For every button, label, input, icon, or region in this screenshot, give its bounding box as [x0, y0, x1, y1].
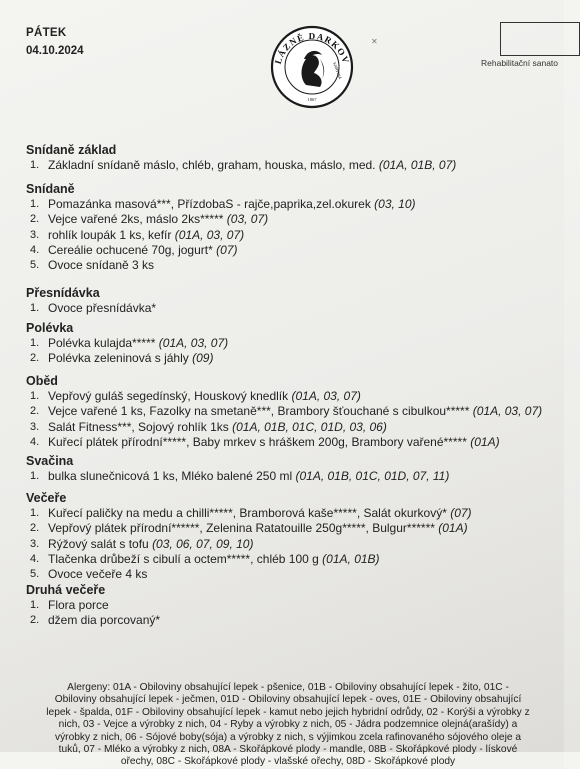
item-number: 5.	[30, 568, 40, 581]
item-text: Základní snídaně máslo, chléb, graham, houska, máslo, med.	[48, 158, 376, 172]
item-allergens: (01A, 01B, 01C, 01D, 07, 11)	[295, 469, 450, 483]
item-allergens: (01A, 03, 07)	[158, 336, 229, 350]
item-text: Rýžový salát s tofu	[48, 536, 149, 551]
item-number: 3.	[30, 420, 40, 433]
item-text: Ovoce přesnídávka*	[48, 301, 157, 315]
item-text: rohlík loupák 1 ks, kefír	[48, 227, 172, 242]
item-number: 3.	[30, 537, 40, 550]
menu-item	[26, 197, 561, 212]
item-number: 1.	[30, 390, 40, 402]
menu-item	[26, 567, 561, 582]
section-title: Snídaně	[26, 182, 75, 196]
allergen-line: Obiloviny obsahující lepek - ječmen, 01D - Obiloviny obsahující lepek - oves, 01E - Obiloviny obsahující	[54, 694, 522, 706]
item-number: 1.	[30, 159, 40, 171]
menu-item	[26, 435, 561, 450]
menu-section	[26, 490, 561, 582]
menu-item	[26, 243, 561, 258]
item-number: 1.	[30, 302, 40, 314]
item-number: 1.	[30, 599, 40, 611]
item-allergens: (01A, 01B, 01C, 01D, 03, 06)	[232, 419, 387, 434]
item-allergens: (01A, 03, 07)	[291, 389, 361, 403]
menu-item	[26, 404, 561, 419]
item-text: Flora porce	[48, 598, 109, 612]
item-text: Ovoce snídaně 3 ks	[48, 258, 155, 273]
section-title: Snídaně základ	[26, 143, 117, 157]
menu-items	[26, 506, 561, 582]
section-title: Polévka	[26, 321, 74, 335]
menu-item	[26, 301, 561, 316]
item-text: Salát Fitness***, Sojový rohlík 1ks	[48, 419, 229, 434]
item-text: Vepřový guláš segedínský, Houskový knedlík	[48, 389, 289, 403]
day-label: PÁTEK	[26, 27, 67, 39]
item-allergens: (01A, 01B, 07)	[378, 158, 457, 172]
allergen-line: ořechy, 08C - Skořápkové plody - vlašské ořechy, 08D - Skořápkové plody	[120, 756, 456, 768]
menu-item	[26, 613, 561, 628]
item-allergens: (07)	[216, 242, 238, 257]
menu-items	[26, 336, 561, 367]
section-title: Svačina	[26, 454, 74, 468]
sanatorium-label: Rehabilitační sanato	[481, 58, 559, 68]
menu-item	[26, 469, 561, 484]
item-number: 2.	[30, 213, 40, 226]
spa-logo	[270, 23, 354, 113]
menu-item	[26, 420, 561, 435]
allergen-line: lepek - špalda, 01F - Obiloviny obsahující lepek - kamut nebo jejich hybridní odrůdy, 02 - Korýši a výrobky z	[46, 706, 530, 718]
mark-icon: ✕	[371, 37, 378, 46]
item-number: 1.	[30, 507, 40, 519]
menu-items	[26, 158, 561, 173]
item-number: 4.	[30, 552, 40, 565]
date-label: 04.10.2024	[26, 45, 84, 57]
menu-items	[26, 301, 561, 316]
item-allergens: (07)	[450, 506, 472, 520]
item-number: 2.	[30, 352, 40, 365]
menu-item	[26, 506, 561, 521]
menu-items	[26, 469, 561, 484]
menu-items	[26, 598, 561, 629]
item-text: Vejce vařené 2ks, máslo 2ks*****	[48, 212, 224, 227]
item-number: 4.	[30, 435, 40, 448]
menu-items	[26, 389, 561, 450]
logo-brand-text: LÁZNĚ DARKOV	[272, 30, 352, 66]
allergen-line: Alergeny: 01A - Obiloviny obsahující lepek - pšenice, 01B - Obiloviny obsahující lepek - žito, 01C -	[67, 682, 509, 693]
menu-item	[26, 537, 561, 552]
item-allergens: (01A)	[470, 434, 500, 449]
menu-section	[26, 142, 561, 173]
section-title: Přesnídávka	[26, 286, 100, 300]
item-text: Vepřový plátek přírodní******, Zelenina Ratatouille 250g*****, Bulgur******	[48, 521, 435, 536]
menu-item	[26, 598, 561, 613]
menu-section	[26, 582, 561, 629]
menu-section	[26, 181, 561, 273]
item-allergens: (01A, 03, 07)	[174, 227, 245, 242]
item-number: 5.	[30, 259, 40, 272]
item-text: Cereálie ochucené 70g, jogurt*	[48, 242, 213, 257]
section-title: Večeře	[26, 491, 67, 505]
logo-city-text: KARVINÁ	[332, 61, 343, 80]
signature-box	[500, 22, 580, 56]
allergen-line: tuků, 07 - Mléko a výrobky z nich, 08A - Skořápkové plody - mandle, 08B - Skořápkové plody - lískové	[58, 744, 518, 756]
menu-items	[26, 197, 561, 273]
item-allergens: (01A, 03, 07)	[472, 404, 543, 419]
item-allergens: (01A, 01B)	[322, 551, 380, 566]
item-text: Polévka kulajda*****	[48, 336, 156, 350]
item-text: Pomazánka masová***, PřízdobaS - rajče,paprika,zel.okurek	[48, 197, 371, 211]
item-number: 2.	[30, 405, 40, 418]
menu-section	[26, 320, 561, 367]
menu-item	[26, 552, 561, 567]
item-text: džem dia porcovaný*	[48, 613, 161, 628]
item-number: 1.	[30, 470, 40, 482]
item-allergens: (01A)	[438, 521, 468, 536]
menu-item	[26, 212, 561, 227]
menu-item	[26, 258, 561, 273]
menu-item	[26, 351, 561, 366]
item-text: Kuřecí plátek přírodní*****, Baby mrkev s hráškem 200g, Brambory vařené*****	[48, 434, 467, 449]
item-allergens: (03, 06, 07, 09, 10)	[152, 536, 254, 551]
item-text: Vejce vařené 1 ks, Fazolky na smetaně***, Brambory šťouchané s cibulkou*****	[48, 404, 470, 419]
menu-item	[26, 158, 561, 173]
section-title: Druhá večeře	[26, 583, 106, 597]
item-number: 1.	[30, 337, 40, 349]
item-text: Polévka zeleninová s jáhly	[48, 351, 189, 366]
item-allergens: (03, 07)	[226, 212, 269, 227]
menu-item	[26, 389, 561, 404]
item-text: Tlačenka drůbeží s cibulí a octem*****, chléb 100 g	[48, 551, 319, 566]
menu-section	[26, 453, 561, 484]
allergen-line: nich, 03 - Vejce a výrobky z nich, 04 - Ryby a výrobky z nich, 05 - Jádra podzemnice olejná(arašídy) a	[58, 719, 518, 731]
item-allergens: (09)	[192, 351, 214, 366]
item-text: Ovoce večeře 4 ks	[48, 567, 148, 582]
menu-section	[26, 285, 561, 316]
item-text: Kuřecí paličky na medu a chilli*****, Bramborová kaše*****, Salát okurkový*	[48, 506, 447, 520]
item-number: 4.	[30, 243, 40, 256]
menu-item	[26, 521, 561, 536]
allergen-line: výrobky z nich, 06 - Sójové boby(sója) a výrobky z nich, s výjimkou zcela rafinovaného sójového oleje a	[54, 731, 522, 743]
section-title: Oběd	[26, 374, 58, 388]
item-number: 1.	[30, 198, 40, 210]
item-number: 2.	[30, 522, 40, 535]
item-allergens: (03, 10)	[374, 197, 416, 211]
item-text: bulka slunečnicová 1 ks, Mléko balené 250 ml	[48, 469, 293, 483]
menu-item	[26, 336, 561, 351]
allergens-footer	[18, 682, 558, 769]
logo-year: 1867	[307, 97, 317, 102]
item-number: 2.	[30, 614, 40, 627]
menu-section	[26, 373, 561, 450]
item-number: 3.	[30, 228, 40, 241]
menu-item	[26, 228, 561, 243]
